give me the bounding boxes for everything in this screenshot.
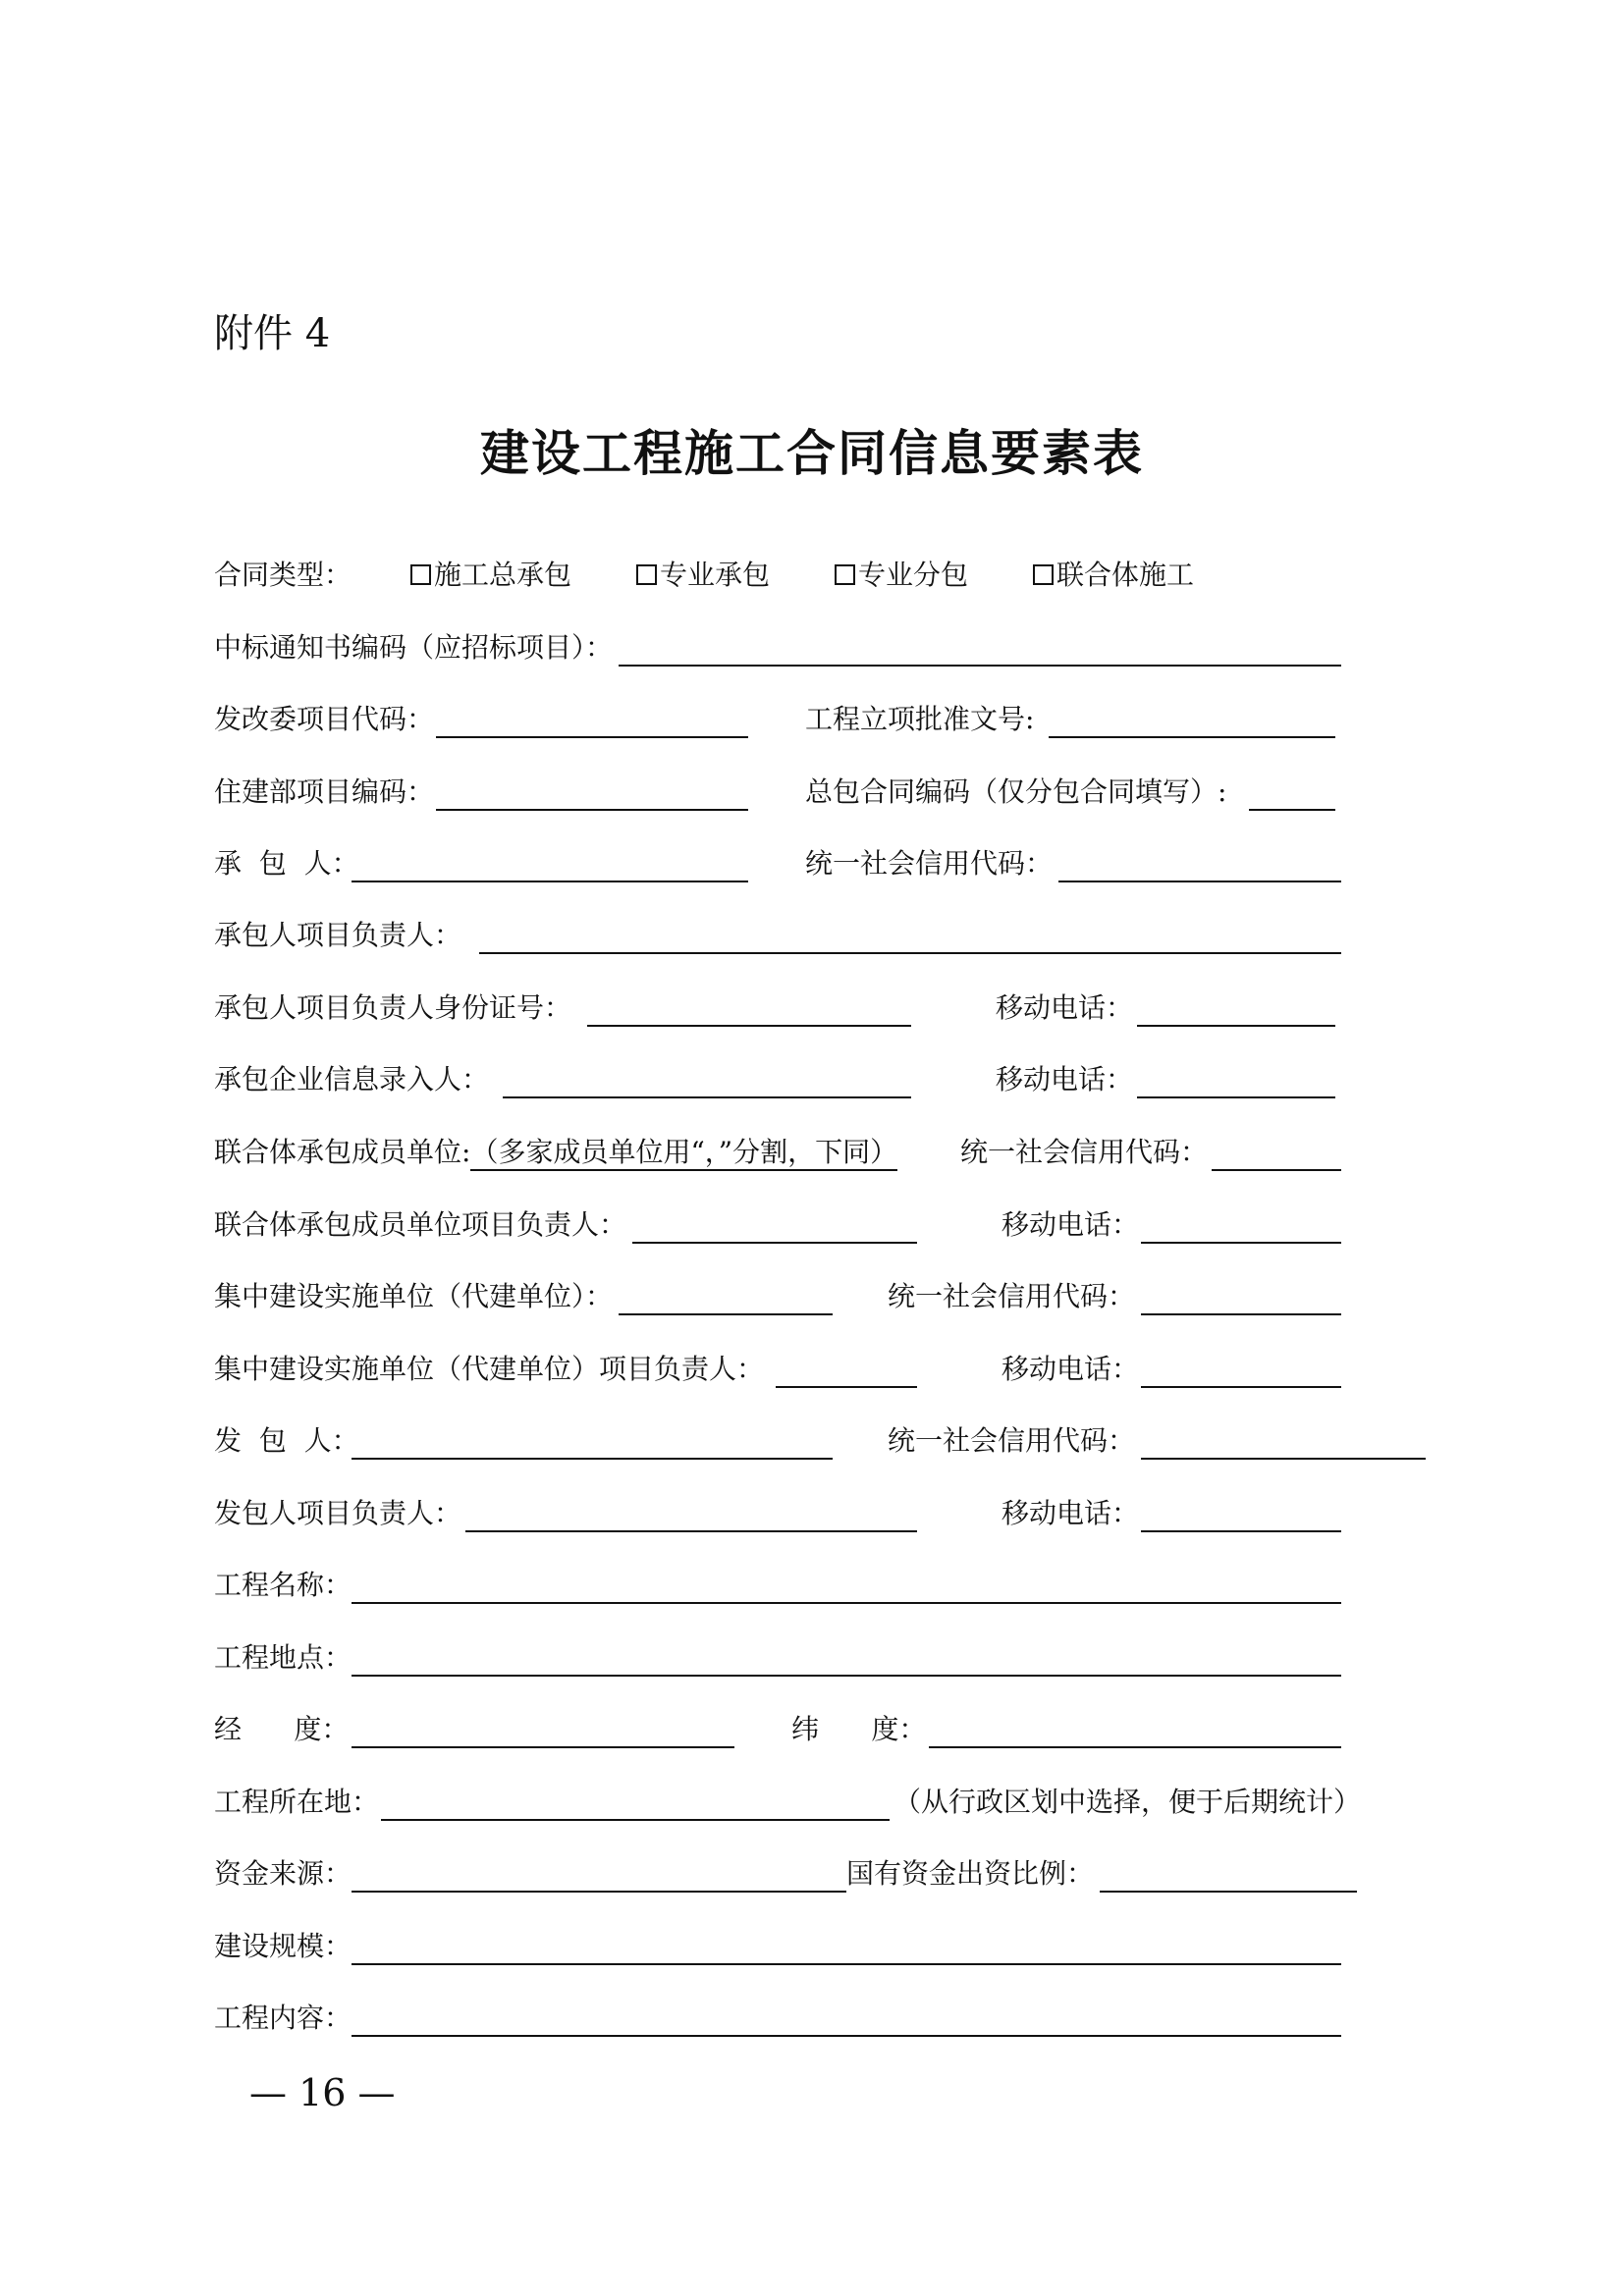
construction-scale-field[interactable]: [352, 1963, 1341, 1965]
construction-scale-label: 建设规模：: [214, 1930, 352, 1962]
contract-type-row: [0, 556, 1624, 614]
entry-person-phone-label: 移动电话：: [996, 1063, 1134, 1095]
employer-credit-field[interactable]: [1141, 1458, 1426, 1460]
employer-pm-phone-label: 移动电话：: [1001, 1497, 1140, 1529]
ndrc-code-field[interactable]: [436, 736, 748, 738]
employer-pm-row: [0, 1494, 1624, 1553]
mohurd-row: [0, 773, 1624, 831]
employer-label: 发 包 人：: [214, 1424, 359, 1457]
mohurd-code-label: 住建部项目编码：: [214, 775, 435, 808]
contract-type-label: 合同类型：: [214, 559, 352, 591]
project-content-label: 工程内容：: [214, 2002, 352, 2034]
checkbox-icon[interactable]: [636, 564, 657, 585]
project-location-note: （从行政区划中选择，便于后期统计）: [893, 1786, 1362, 1818]
approval-doc-field[interactable]: [1049, 736, 1335, 738]
employer-pm-phone-field[interactable]: [1141, 1530, 1341, 1532]
approval-doc-label: 工程立项批准文号:: [805, 703, 1035, 735]
central-unit-pm-row: [0, 1350, 1624, 1409]
project-content-field[interactable]: [352, 2035, 1341, 2037]
longitude-field[interactable]: [352, 1746, 734, 1748]
entry-person-row: [0, 1060, 1624, 1119]
project-site-label: 工程地点：: [214, 1641, 352, 1674]
option-specialty-contract[interactable]: 专业承包: [636, 556, 770, 595]
employer-pm-label: 发包人项目负责人：: [214, 1497, 462, 1529]
contractor-credit-field[interactable]: [1058, 881, 1341, 882]
employer-credit-label: 统一社会信用代码：: [888, 1424, 1136, 1457]
latitude-field[interactable]: [929, 1746, 1341, 1748]
fund-row: [0, 1854, 1624, 1913]
consortium-member-row: [0, 1133, 1624, 1192]
project-content-row: [0, 1999, 1624, 2057]
entry-person-field[interactable]: [503, 1096, 911, 1098]
consortium-pm-field[interactable]: [632, 1242, 917, 1244]
consortium-pm-phone-label: 移动电话：: [1001, 1208, 1140, 1241]
project-location-row: [0, 1783, 1624, 1842]
state-fund-ratio-label: 国有资金出资比例：: [846, 1857, 1095, 1890]
contractor-pm-label: 承包人项目负责人：: [214, 919, 462, 951]
bid-notice-label: 中标通知书编码（应招标项目）：: [214, 631, 614, 664]
contractor-pm-id-label: 承包人项目负责人身份证号：: [214, 991, 572, 1024]
project-site-row: [0, 1638, 1624, 1697]
contractor-label: 承 包 人：: [214, 847, 359, 880]
central-unit-pm-field[interactable]: [776, 1386, 917, 1388]
consortium-pm-label: 联合体承包成员单位项目负责人：: [214, 1208, 627, 1241]
central-unit-label: 集中建设实施单位（代建单位）：: [214, 1280, 614, 1312]
employer-field[interactable]: [352, 1458, 833, 1460]
form-title: 建设工程施工合同信息要素表: [480, 424, 1144, 482]
option-specialty-subcontract[interactable]: 专业分包: [835, 556, 968, 595]
fund-source-label: 资金来源：: [214, 1857, 352, 1890]
entry-person-phone-field[interactable]: [1137, 1096, 1335, 1098]
central-unit-credit-field[interactable]: [1141, 1313, 1341, 1315]
latitude-label: 纬 度：: [791, 1713, 927, 1745]
contractor-credit-label: 统一社会信用代码：: [805, 847, 1054, 880]
central-unit-field[interactable]: [619, 1313, 833, 1315]
contractor-field[interactable]: [352, 881, 748, 882]
consortium-credit-label: 统一社会信用代码：: [960, 1136, 1209, 1168]
page-number: — 16 —: [249, 2071, 396, 2114]
general-contract-label: 总包合同编码（仅分包合同填写）:: [805, 775, 1227, 808]
coordinates-row: [0, 1710, 1624, 1769]
project-name-row: [0, 1566, 1624, 1625]
project-name-label: 工程名称：: [214, 1569, 352, 1601]
contractor-pm-phone-field[interactable]: [1137, 1025, 1335, 1027]
fund-source-field[interactable]: [352, 1891, 846, 1893]
bid-notice-row: [0, 628, 1624, 687]
consortium-pm-phone-field[interactable]: [1141, 1242, 1341, 1244]
checkbox-icon[interactable]: [410, 564, 431, 585]
bid-notice-field[interactable]: [619, 665, 1341, 667]
construction-scale-row: [0, 1927, 1624, 1986]
contractor-pm-row: [0, 916, 1624, 975]
general-contract-field[interactable]: [1249, 809, 1335, 811]
contractor-pm-id-field[interactable]: [587, 1025, 911, 1027]
checkbox-icon[interactable]: [1033, 564, 1054, 585]
project-location-label: 工程所在地：: [214, 1786, 380, 1818]
consortium-member-field[interactable]: （多家成员单位用“，”分割，下同）: [470, 1136, 897, 1171]
contractor-pm-id-row: [0, 988, 1624, 1047]
mohurd-code-field[interactable]: [436, 809, 748, 811]
option-consortium[interactable]: 联合体施工: [1033, 556, 1194, 595]
entry-person-label: 承包企业信息录入人：: [214, 1063, 490, 1095]
contractor-row: [0, 844, 1624, 903]
project-site-field[interactable]: [352, 1675, 1341, 1677]
attachment-label: 附件 4: [214, 311, 331, 356]
state-fund-ratio-field[interactable]: [1100, 1891, 1357, 1893]
project-location-field[interactable]: [381, 1819, 890, 1821]
central-unit-pm-phone-field[interactable]: [1141, 1386, 1341, 1388]
consortium-credit-field[interactable]: [1212, 1169, 1341, 1171]
consortium-member-label: 联合体承包成员单位:（多家成员单位用“，”分割，下同）: [214, 1133, 897, 1172]
longitude-label: 经 度：: [214, 1713, 350, 1745]
contractor-pm-phone-label: 移动电话：: [996, 991, 1134, 1024]
consortium-pm-row: [0, 1205, 1624, 1264]
central-unit-credit-label: 统一社会信用代码：: [888, 1280, 1136, 1312]
project-name-field[interactable]: [352, 1602, 1341, 1604]
central-unit-row: [0, 1277, 1624, 1336]
employer-row: [0, 1421, 1624, 1480]
ndrc-code-label: 发改委项目代码：: [214, 703, 435, 735]
central-unit-pm-phone-label: 移动电话：: [1001, 1353, 1140, 1385]
option-general-contract[interactable]: 施工总承包: [410, 556, 571, 595]
contractor-pm-field[interactable]: [479, 952, 1341, 954]
central-unit-pm-label: 集中建设实施单位（代建单位）项目负责人：: [214, 1353, 765, 1385]
checkbox-icon[interactable]: [835, 564, 855, 585]
employer-pm-field[interactable]: [465, 1530, 917, 1532]
ndrc-row: [0, 700, 1624, 759]
